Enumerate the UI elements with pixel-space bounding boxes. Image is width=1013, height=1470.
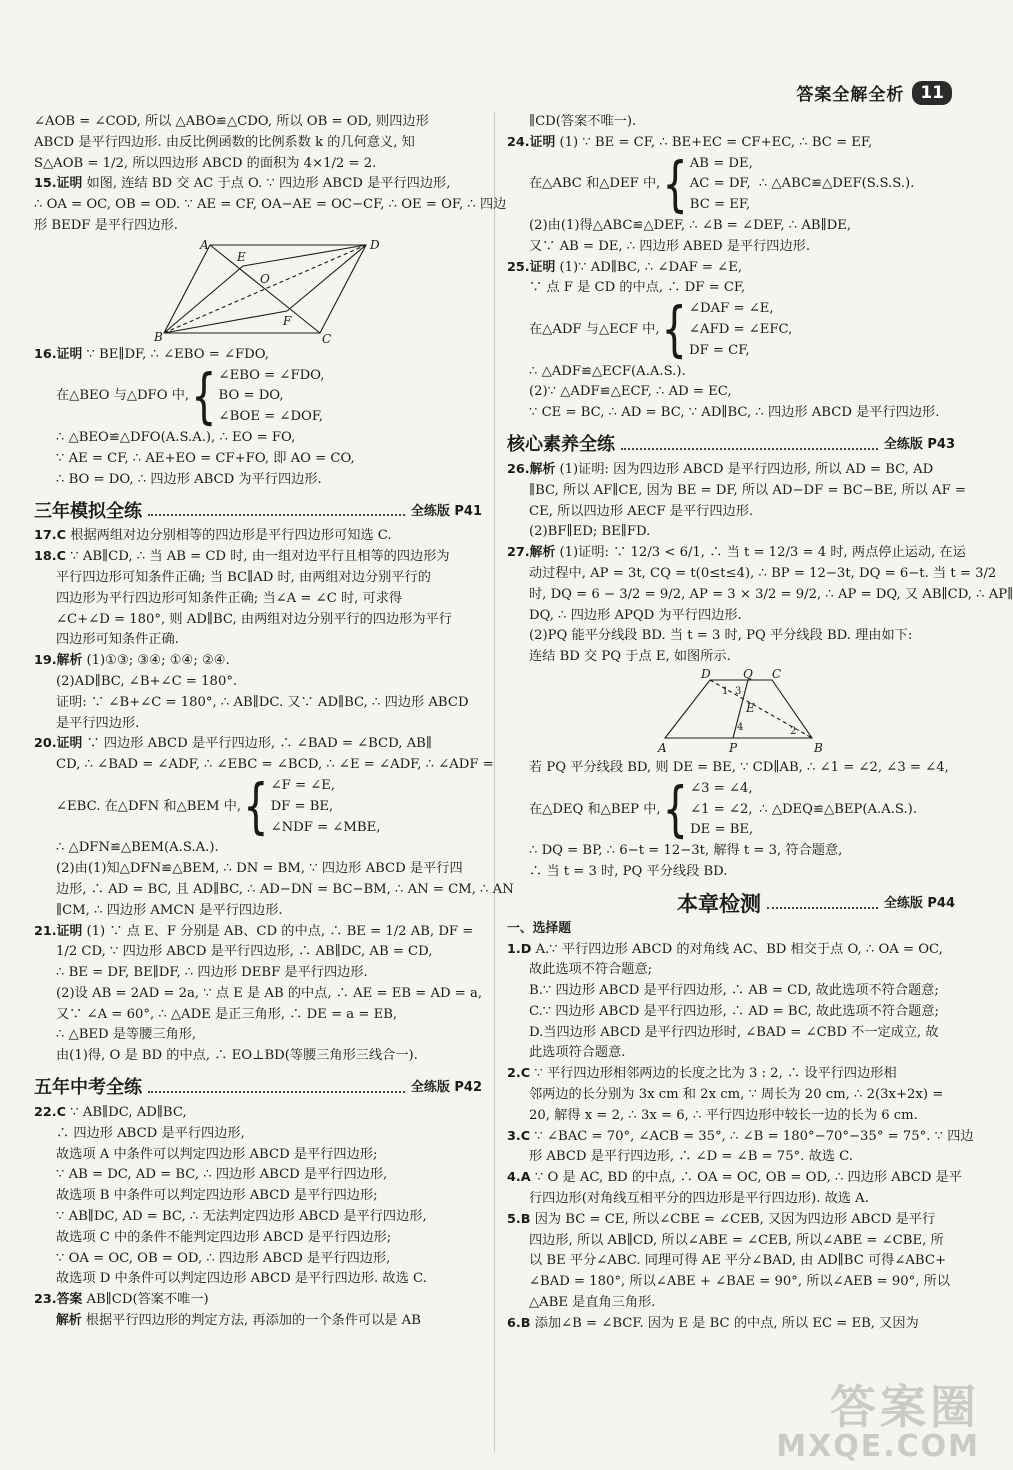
text-line: 在△DEQ 和△BEP 中, <box>529 801 661 817</box>
text-line: 在△BEO 与△DFO 中, <box>56 388 190 404</box>
parallelogram-figure <box>34 237 482 346</box>
text-line: 故此选项不符合题意; <box>529 962 653 978</box>
label-d: D <box>701 666 711 681</box>
text-line: 如图, 连结 BD 交 AC 于点 O. ∵ 四边形 ABCD 是平行四边形, <box>86 176 451 192</box>
segment-be <box>164 266 243 333</box>
text-line: ∠C+∠D = 180°, 则 AD∥BC, 由两组对边分别平行的四边形为平行 <box>56 611 452 627</box>
section-header <box>34 496 482 522</box>
diagonal-ac <box>210 245 320 333</box>
text-line: ∵ 点 F 是 CD 的中点, ∴ DF = CF, <box>529 280 746 296</box>
page-header <box>796 80 952 105</box>
system-line: DE = BE, <box>690 822 754 838</box>
question-number: 15.证明 <box>34 176 83 192</box>
equation-system <box>507 295 955 365</box>
text-line: △ABE 是直角三角形. <box>529 1295 656 1311</box>
brace-icon: { <box>243 772 269 842</box>
text-line: 添加∠B = ∠BCF. 因为 E 是 BC 的中点, 所以 EC = EB, 又因为 <box>534 1315 919 1331</box>
text-line: ∴ OA = OC, OB = OD. ∵ AE = CF, OA−AE = OC−CF, ∴ OE = OF, ∴ 四边 <box>34 197 507 213</box>
question-number: 17.C <box>34 528 67 544</box>
text-line: ABCD 是平行四边形. 由反比例函数的比例系数 k 的几何意义, 知 <box>34 134 415 150</box>
text-line: 四边形, 所以 AB∥CD, 所以∠ABE = ∠CEB, 所以∠ABE = ∠CBE, 所 <box>529 1232 944 1248</box>
section-title: 三年模拟全练 <box>34 500 142 522</box>
system-line: ∠1 = ∠2, <box>690 801 753 817</box>
section-dots <box>621 448 878 450</box>
text-line: 又∵ AB = DE, ∴ 四边形 ABED 是平行四边形. <box>529 238 811 254</box>
text-line: 1/2 CD, ∵ 四边形 ABCD 是平行四边形, ∴ AB∥DC, AB = CD, <box>56 944 433 960</box>
section-dots <box>767 907 878 909</box>
text-line: B.∵ 四边形 ABCD 是平行四边形, ∴ AB = CD, 故此选项不符合题意; <box>529 983 939 999</box>
text-line: 又∵ ∠A = 60°, ∴ △ADE 是正三角形, ∴ DE = a = EB, <box>56 1006 398 1022</box>
text-line: ∵ 四边形 ABCD 是平行四边形, ∴ ∠BAD = ∠BCD, AB∥ <box>86 736 432 752</box>
angle-label-1: 1 <box>722 685 729 697</box>
text-line: 边形, ∴ AD = BC, 且 AD∥BC, ∴ AD−DN = BC−BM, ∴ AN = CM, ∴ AN <box>56 881 514 897</box>
label-b: B <box>814 740 823 755</box>
text-line: (2)AD∥BC, ∠B+∠C = 180°. <box>56 673 238 689</box>
question-number: 16.证明 <box>34 346 83 362</box>
text-line: (2)BF∥ED; BE∥FD. <box>529 524 651 540</box>
section-dots <box>148 1091 405 1093</box>
angle-label-3: 3 <box>735 685 742 697</box>
text-line: ∵ OA = OC, OB = OD, ∴ 四边形 ABCD 是平行四边形, <box>56 1250 391 1266</box>
equation-system <box>507 775 955 845</box>
text-line: (1) ∵ 点 E、F 分别是 AB、CD 的中点, ∴ BE = 1/2 AB, DF = <box>86 923 474 939</box>
text-line: 行四边形(对角线互相平分的四边形是平行四边形). 故选 A. <box>529 1191 869 1207</box>
analysis-label: 解析 <box>56 1313 82 1329</box>
text-line: 四边形为平行四边形可知条件正确; 当∠A = ∠C 时, 可求得 <box>56 590 403 606</box>
brace-icon: { <box>661 295 687 365</box>
brace-icon: { <box>662 775 689 845</box>
text-line: (1)∵ AD∥BC, ∴ ∠DAF = ∠E, <box>559 259 743 275</box>
label-p: P <box>729 740 738 755</box>
system-line: DF = BE, <box>270 798 334 814</box>
text-line: 形 ABCD 是平行四边形, ∴ ∠D = ∠B = 75°. 故选 C. <box>529 1149 853 1165</box>
label-c: C <box>322 331 332 346</box>
brace-icon: { <box>191 362 217 432</box>
section-dots <box>148 514 405 516</box>
text-line: ∴ △BEO≌△DFO(A.S.A.), ∴ EO = FO, <box>56 429 296 445</box>
section-ref: 全练版 P41 <box>410 503 482 519</box>
text-line: 若 PQ 平分线段 BD, 则 DE = BE, ∵ CD∥AB, ∴ ∠1 = ∠2, ∠3 = ∠4, <box>529 759 949 775</box>
right-column <box>507 112 1013 1335</box>
section-ref: 全练版 P44 <box>883 895 955 911</box>
text-line: 在△ADF 与△ECF 中, <box>529 321 660 337</box>
angle-label-4: 4 <box>737 721 744 733</box>
text-line: 由(1)得, O 是 BD 的中点, ∴ EO⊥BD(等腰三角形三线合一). <box>56 1048 418 1064</box>
system-line: AB = DE, <box>689 155 753 171</box>
system-line: AC = DF, <box>689 176 751 192</box>
question-number: 6.B <box>507 1315 531 1331</box>
page-number: 11 <box>912 81 952 105</box>
text-line: 动过程中, AP = 3t, CQ = t(0≤t≤4), ∴ BP = 12−3t, DQ = 6−t. 当 t = 3/2 <box>529 565 997 581</box>
text-line: ∵ AB = DC, AD = BC, ∴ 四边形 ABCD 是平行四边形, <box>56 1167 388 1183</box>
text-line: ∵ 平行四边形相邻两边的长度之比为 3 : 2, ∴ 设平行四边形相 <box>534 1066 897 1082</box>
text-line: (1)证明: ∵ 12/3 < 6/1, ∴ 当 t = 12/3 = 4 时, 两点停止运动, 在运 <box>559 545 966 561</box>
text-line: 形 BEDF 是平行四边形. <box>34 217 178 233</box>
text-line: 此选项符合题意. <box>529 1045 626 1061</box>
answer-text: AB∥CD(答案不唯一) <box>86 1292 209 1308</box>
text-line: ∵ AB∥DC, AD = BC, ∴ 无法判定四边形 ABCD 是平行四边形, <box>56 1209 427 1225</box>
trapezoid-figure <box>507 666 955 756</box>
segment-fb <box>164 311 287 333</box>
text-line: 20, 解得 x = 2, ∴ 3x = 6, ∴ 平行四边形中较长一边的长为 6 cm. <box>529 1107 918 1123</box>
question-number: 21.证明 <box>34 923 83 939</box>
section-header <box>507 430 955 456</box>
watermark-line: 答案圈 <box>830 1380 980 1434</box>
text-line: ∠EBC. 在△DFN 和△BEM 中, <box>56 798 242 814</box>
text-line: ∴ △BED 是等腰三角形, <box>56 1027 197 1043</box>
watermark-logo <box>776 1382 980 1462</box>
text-line: D.当四边形 ABCD 是平行四边形时, ∠BAD = ∠CBD 不一定成立, 故 <box>529 1024 939 1040</box>
section-header <box>34 1073 482 1099</box>
label-d: D <box>370 237 380 252</box>
equation-system <box>34 362 482 432</box>
question-number: 18.C <box>34 549 67 565</box>
text-line: ∴ 四边形 ABCD 是平行四边形, <box>56 1125 245 1141</box>
segment-df <box>287 245 366 311</box>
text-line: 连结 BD 交 PQ 于点 E, 如图所示. <box>529 649 731 665</box>
text-line: ∵ BE∥DF, ∴ ∠EBO = ∠FDO, <box>86 346 269 362</box>
text-line: ∥BC, 所以 AF∥CE, 因为 BE = DF, 所以 AD−DF = BC−BE, 所以 AF = <box>529 482 966 498</box>
label-b: B <box>154 329 163 344</box>
watermark-url: MXQE.COM <box>776 1429 980 1464</box>
text-line: CE, 所以四边形 AECF 是平行四边形. <box>529 503 754 519</box>
label-e: E <box>237 249 246 264</box>
segment-ed <box>243 245 366 266</box>
column-divider <box>494 112 495 1452</box>
header-title: 答案全解全析 <box>796 85 905 105</box>
question-number: 23.答案 <box>34 1292 83 1308</box>
system-conclusion: ∴ △DEQ≌△BEP(A.A.S.). <box>759 801 918 817</box>
text-line: 时, DQ = 6 − 3/2 = 9/2, AP = 3 × 3/2 = 9/2, ∴ AP = DQ, 又 AB∥CD, ∴ AP∥ <box>529 586 1013 602</box>
text-line: 根据两组对边分别相等的四边形是平行四边形可知选 C. <box>70 528 392 544</box>
text-line: ∴ BE = DF, BE∥DF, ∴ 四边形 DEBF 是平行四边形. <box>56 965 368 981</box>
part-title: 一、选择题 <box>507 920 571 936</box>
left-column <box>34 112 514 1332</box>
section-title: 五年中考全练 <box>34 1077 142 1099</box>
section-ref: 全练版 P42 <box>410 1080 482 1096</box>
text-line: (2)∵ △ADF≌△ECF, ∴ AD = EC, <box>529 384 732 400</box>
text-line: (1)证明: 因为四边形 ABCD 是平行四边形, 所以 AD = BC, AD <box>559 461 934 477</box>
text-line: ∵ AB∥CD, ∴ 当 AB = CD 时, 由一组对边平行且相等的四边形为 <box>70 549 450 565</box>
label-a: A <box>658 740 667 755</box>
text-line: ∵ AE = CF, ∴ AE+EO = CF+FO, 即 AO = CO, <box>56 450 355 466</box>
label-o: O <box>260 271 270 286</box>
section-ref: 全练版 P43 <box>883 437 955 453</box>
text-line: ∴ △DFN≌△BEM(A.S.A.). <box>56 840 219 856</box>
system-line: ∠NDF = ∠MBE, <box>270 819 381 835</box>
text-line: 故选项 D 中条件可以判定四边形 ABCD 是平行四边形. 故选 C. <box>56 1271 427 1287</box>
question-number: 1.D <box>507 941 532 957</box>
text-line: (2)设 AB = 2AD = 2a, ∵ 点 E 是 AB 的中点, ∴ AE = EB = AD = a, <box>56 985 483 1001</box>
question-number: 24.证明 <box>507 134 556 150</box>
equation-system <box>34 772 482 842</box>
system-line: BO = DO, <box>218 388 284 404</box>
text-line: 故选项 C 中的条件不能判定四边形 ABCD 是平行四边形; <box>56 1229 392 1245</box>
text-line: ∴ DQ = BP, ∴ 6−t = 12−3t, 解得 t = 3, 符合题意, <box>529 843 843 859</box>
system-line: ∠3 = ∠4, <box>690 780 753 796</box>
text-line: (2)PQ 能平分线段 BD. 当 t = 3 时, PQ 平分线段 BD. 理由如下: <box>529 628 913 644</box>
label-c: C <box>772 666 782 681</box>
system-line: ∠DAF = ∠E, <box>689 301 774 317</box>
question-number: 22.C <box>34 1105 67 1121</box>
system-line: ∠AFD = ∠EFC, <box>689 321 793 337</box>
text-line: ∥CD(答案不唯一). <box>529 114 637 129</box>
question-number: 2.C <box>507 1066 531 1082</box>
system-line: ∠EBO = ∠FDO, <box>218 367 325 383</box>
text-line: 邻两边的长分别为 3x cm 和 2x cm, ∵ 周长为 20 cm, ∴ 2(3x+2x) = <box>529 1087 944 1103</box>
text-line: ∠AOB = ∠COD, 所以 △ABO≌△CDO, 所以 OB = OD, 则四边形 <box>34 114 429 129</box>
text-line: ∥CM, ∴ 四边形 AMCN 是平行四边形. <box>56 902 283 918</box>
text-line: 四边形可知条件正确. <box>56 632 179 648</box>
text-line: 因为 BC = CE, 所以∠CBE = ∠CEB, 又因为四边形 ABCD 是平行 <box>534 1211 936 1227</box>
label-f: F <box>283 313 292 328</box>
text-line: CD, ∴ ∠BAD = ∠ADF, ∴ ∠EBC = ∠BCD, ∴ ∠E = ∠ADF, ∴ ∠ADF = <box>56 757 494 773</box>
text-line: 故选项 B 中条件可以判定四边形 ABCD 是平行四边形; <box>56 1188 378 1204</box>
label-a: A <box>200 237 209 252</box>
equation-system <box>507 150 955 220</box>
text-line: 根据平行四边形的判定方法, 再添加的一个条件可以是 AB <box>85 1313 421 1329</box>
text-line: ∵ CE = BC, ∴ AD = BC, ∵ AD∥BC, ∴ 四边形 ABCD 是平行四边形. <box>529 405 940 421</box>
text-line: ∵ ∠BAC = 70°, ∠ACB = 35°, ∴ ∠B = 180°−70°−35° = 75°. ∵ 四边 <box>534 1128 974 1144</box>
question-number: 5.B <box>507 1211 531 1227</box>
text-line: ∴ BO = DO, ∴ 四边形 ABCD 为平行四边形. <box>56 471 322 487</box>
question-number: 3.C <box>507 1128 531 1144</box>
text-line: 平行四边形可知条件正确; 当 BC∥AD 时, 由两组对边分别平行的 <box>56 569 431 585</box>
section-title: 核心素养全练 <box>507 434 615 456</box>
section-header <box>507 889 955 915</box>
question-number: 20.证明 <box>34 736 83 752</box>
text-line: ∴ △ADF≌△ECF(A.A.S.). <box>529 363 686 379</box>
angle-label-2: 2 <box>790 725 797 737</box>
text-line: ∠BAD = 180°, 所以∠ABE + ∠BAE = 90°, 所以∠AEB = 90°, 所以 <box>529 1274 951 1290</box>
text-line: (1) ∵ BE = CF, ∴ BE+EC = CF+EC, ∴ BC = EF, <box>559 134 873 150</box>
question-number: 25.证明 <box>507 259 556 275</box>
text-line: (1)①③; ③④; ①④; ②④. <box>86 653 230 669</box>
text-line: 证明: ∵ ∠B+∠C = 180°, ∴ AB∥DC. 又∵ AD∥BC, ∴ 四边形 ABCD <box>56 694 469 710</box>
question-number: 4.A <box>507 1170 531 1186</box>
question-number: 27.解析 <box>507 545 556 561</box>
text-line: (2)由(1)得△ABC≌△DEF, ∴ ∠B = ∠DEF, ∴ AB∥DE, <box>529 217 852 233</box>
text-line: S△AOB = 1/2, 所以四边形 ABCD 的面积为 4×1/2 = 2. <box>34 155 377 171</box>
label-e: E <box>746 700 755 715</box>
text-line: 以 BE 平分∠ABC. 同理可得 AE 平分∠BAD, 由 AD∥BC 可得∠ABC+ <box>529 1253 946 1269</box>
label-q: Q <box>743 666 753 681</box>
text-line: ∴ 当 t = 3 时, PQ 平分线段 BD. <box>529 863 728 879</box>
text-line: 在△ABC 和△DEF 中, <box>529 176 661 192</box>
system-line: ∠BOE = ∠DOF, <box>218 409 324 425</box>
system-line: ∠F = ∠E, <box>270 777 336 793</box>
question-number: 19.解析 <box>34 653 83 669</box>
brace-icon: { <box>662 150 688 220</box>
system-line: BC = EF, <box>689 197 751 213</box>
text-line: ∵ O 是 AC, BD 的中点, ∴ OA = OC, OB = OD, ∴ 四边形 ABCD 是平 <box>534 1170 962 1186</box>
text-line: 是平行四边形. <box>56 715 140 731</box>
text-line: DQ, ∴ 四边形 APQD 为平行四边形. <box>529 607 742 623</box>
system-conclusion: ∴ △ABC≌△DEF(S.S.S.). <box>758 176 915 192</box>
text-line: 故选项 A 中条件可以判定四边形 ABCD 是平行四边形; <box>56 1146 378 1162</box>
text-line: C.∵ 四边形 ABCD 是平行四边形, ∴ AD = BC, 故此选项不符合题意; <box>529 1003 939 1019</box>
text-line: A.∵ 平行四边形 ABCD 的对角线 AC、BD 相交于点 O, ∴ OA = OC, <box>535 941 943 957</box>
question-number: 26.解析 <box>507 461 556 477</box>
text-line: ∵ AB∥DC, AD∥BC, <box>70 1105 187 1121</box>
section-title: 本章检测 <box>677 891 761 916</box>
system-line: DF = CF, <box>689 342 750 358</box>
text-line: (2)由(1)知△DFN≌△BEM, ∴ DN = BM, ∵ 四边形 ABCD 是平行四 <box>56 861 463 877</box>
